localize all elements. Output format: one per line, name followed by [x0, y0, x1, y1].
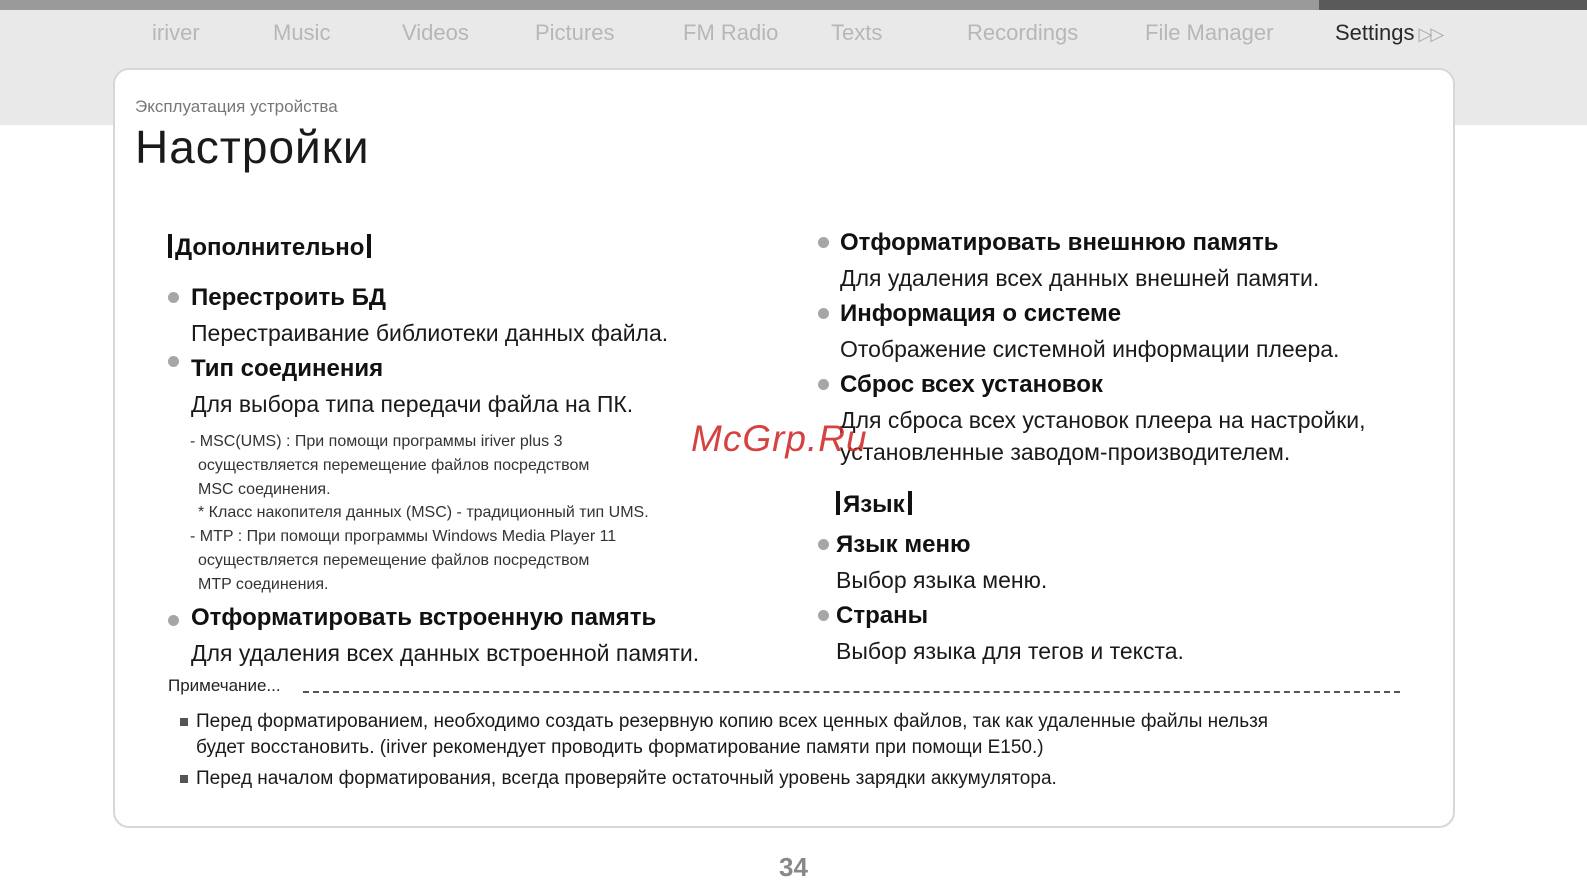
bullet-icon	[818, 610, 829, 621]
tab-pictures[interactable]: Pictures	[535, 20, 615, 45]
note-line: будет восстановить. (iriver рекомендует проводить форматирование памяти при помощи E150.)	[196, 737, 1044, 758]
section-bar-icon	[168, 234, 172, 258]
section-bar-icon	[908, 491, 912, 515]
tab-file-manager[interactable]: File Manager	[1145, 20, 1274, 45]
top-strip	[0, 0, 1587, 10]
page-number: 34	[779, 852, 808, 882]
section-bar-icon	[367, 234, 371, 258]
tab-settings[interactable]	[1335, 20, 1442, 46]
sub-line: MSC соединения.	[198, 481, 331, 498]
item-title: Страны	[836, 602, 929, 629]
bullet-icon	[818, 308, 829, 319]
bullet-icon	[168, 615, 179, 626]
breadcrumb: Эксплуатация устройства	[135, 97, 338, 116]
item-title: Отформатировать внешнюю память	[840, 229, 1279, 256]
item-title: Сброс всех установок	[840, 371, 1103, 398]
note-line: Перед началом форматирования, всегда проверяйте остаточный уровень зарядки аккумулятора.	[196, 768, 1057, 789]
sub-line: - MTP : При помощи программы Windows Media Player 11	[190, 528, 617, 545]
section-heading-language	[836, 491, 912, 519]
note-divider	[303, 691, 1400, 693]
tab-fm-radio[interactable]: FM Radio	[683, 20, 779, 45]
item-desc: Для сброса всех установок плеера на настройки,	[840, 407, 1366, 433]
page-title: Настройки	[135, 121, 370, 173]
item-desc: Выбор языка для тегов и текста.	[836, 638, 1184, 664]
item-desc: Отображение системной информации плеера.	[840, 336, 1340, 362]
item-desc: Для удаления всех данных внешней памяти.	[840, 265, 1320, 291]
bullet-icon	[818, 237, 829, 248]
tab-music[interactable]: Music	[273, 20, 331, 45]
watermark: McGrp.Ru	[691, 418, 868, 459]
note-line: Перед форматированием, необходимо создать резервную копию всех ценных файлов, так как удаленные файлы нельзя	[196, 711, 1269, 732]
double-arrow-icon: ▷▷	[1418, 24, 1443, 44]
tab-recordings[interactable]: Recordings	[967, 20, 1079, 45]
item-desc: Для выбора типа передачи файла на ПК.	[191, 391, 634, 417]
tab-texts[interactable]: Texts	[831, 20, 883, 45]
sub-line: * Класс накопителя данных (MSC) - традиционный тип UMS.	[198, 504, 649, 521]
square-bullet-icon	[180, 775, 188, 783]
sub-line: осуществляется перемещение файлов посредством	[198, 457, 590, 474]
sub-line: - MSC(UMS) : При помощи программы iriver plus 3	[190, 433, 563, 450]
section-heading-advanced	[168, 234, 371, 262]
active-tab-indicator	[1319, 0, 1587, 10]
bullet-icon	[168, 292, 179, 303]
sub-line: MTP соединения.	[198, 576, 329, 593]
item-desc: Для удаления всех данных встроенной памяти.	[191, 640, 700, 666]
item-title: Перестроить БД	[191, 284, 386, 311]
item-desc: Перестраивание библиотеки данных файла.	[191, 320, 669, 346]
bullet-icon	[168, 356, 179, 367]
tab-videos[interactable]: Videos	[402, 20, 469, 45]
square-bullet-icon	[180, 718, 188, 726]
item-title: Отформатировать встроенную память	[191, 604, 657, 631]
section-title: Язык	[843, 491, 905, 518]
item-title: Язык меню	[836, 531, 971, 558]
sub-line: осуществляется перемещение файлов посредством	[198, 552, 590, 569]
item-title: Тип соединения	[191, 355, 384, 382]
item-title: Информация о системе	[840, 300, 1122, 327]
tab-iriver[interactable]: iriver	[152, 20, 200, 45]
tab-settings-label: Settings	[1335, 20, 1415, 45]
item-desc: Выбор языка меню.	[836, 567, 1048, 593]
note-label: Примечание...	[168, 676, 281, 695]
bullet-icon	[818, 379, 829, 390]
section-bar-icon	[836, 491, 840, 515]
item-desc: установленные заводом-производителем.	[840, 439, 1291, 465]
section-title: Дополнительно	[175, 234, 365, 261]
bullet-icon	[818, 539, 829, 550]
